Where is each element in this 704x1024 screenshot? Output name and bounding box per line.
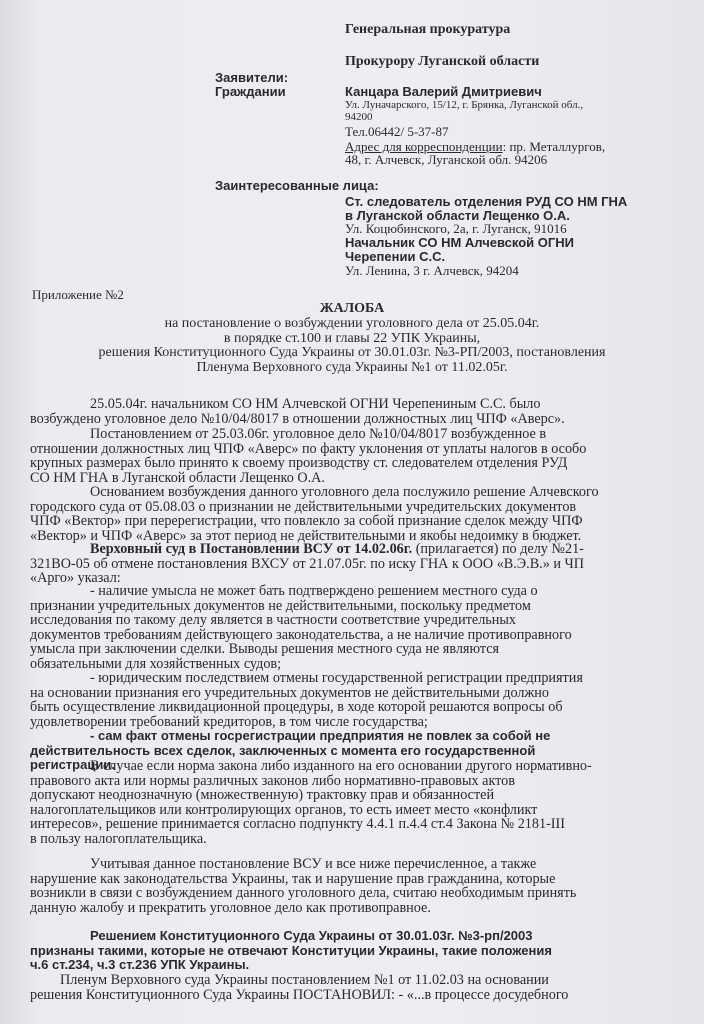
- attachment-label: Приложение №2: [32, 287, 124, 302]
- paragraph-8-line: В случае если норма закона либо изданного на его основании другого нормативно-: [90, 758, 592, 774]
- interested-1-address: Ул. Коцюбинского, 2а, г. Луганск, 91016: [345, 221, 567, 236]
- paragraph-7-line: действительность всех сделок, заключенных с момента его государственной: [30, 742, 536, 758]
- paragraph-2-line: крупных размерах было принято к своему производству ст. следователем отделения РУД: [30, 455, 568, 472]
- paragraph-11: [30, 973, 676, 1002]
- paragraph-1-line: 25.05.04г. начальником СО НМ Алчевской ОГНИ Черепениным С.С. было: [90, 396, 541, 412]
- paragraph-10: [30, 929, 676, 973]
- interested-2-address: Ул. Ленина, 3 г. Алчевск, 94204: [345, 263, 519, 278]
- paragraph-4-line: «Арго» указал:: [30, 570, 121, 587]
- paragraph-3-line: городского суда от 05.08.03 о признании не действительными учредительских документов: [30, 498, 577, 515]
- paragraph-4-line: 321ВО-05 об отмене постановления ВХСУ от 21.07.05г. по иску ГНА к ООО «В.Э.В.» и ЧП: [30, 555, 584, 572]
- paragraph-3-line: ЧПФ «Вектор» при перерегистрации, что повлекло за собой признание сделок между ЧПФ: [30, 513, 583, 530]
- paragraph-8-line: интересов», решение принимается согласно подпункту 4.4.1 п.4.4 ст.4 Закона № 2181-III: [30, 816, 565, 833]
- paragraph-1-line: возбуждено уголовное дело №10/04/8017 в отношении должностных лиц ЧПФ «Аверс».: [30, 410, 565, 427]
- paragraph-2-line: отношении должностных лиц ЧПФ «Аверс» по факту уклонения от уплаты налогов в особо: [30, 440, 587, 457]
- paragraph-5-line: признании учредительных документов не действительными, поскольку предметом: [30, 597, 531, 614]
- complaint-subtitle-2: в порядке ст.100 и главы 22 УПК Украины,: [223, 330, 481, 346]
- complaint-heading: ЖАЛОБА: [319, 301, 385, 316]
- paragraph-5-line: - наличие умысла не может бать подтверждено решением местного суда о: [90, 583, 538, 599]
- paragraph-6-line: на основании признания его учредительных документов не действительными должно: [30, 684, 549, 701]
- supreme-court-reference: Верховный суд в Постановлении ВСУ от 14.02.06г.: [90, 541, 413, 557]
- interested-2-name: Черепении С.С.: [345, 249, 446, 264]
- paragraph-9-line: нарушение как законодательства Украины, так и нарушение прав гражданина, которые: [30, 870, 556, 887]
- correspondence-address: : пр. Металлургов,: [502, 139, 606, 154]
- paragraph-6-line: - юридическим последствием отмены государственной регистрации предприятия: [90, 670, 583, 686]
- paragraph-8-line: налогоплательщиков или контролирующих органов, то есть имеет место «конфликт: [30, 801, 538, 818]
- complaint-subtitle-3: решения Конституционного Суда Украины от 30.01.03г. №3-РП/2003, постановления: [98, 345, 606, 360]
- paragraph-4: [30, 542, 676, 586]
- paragraph-10-line: Решением Конституционного Суда Украины от 30.01.03г. №3-рп/2003: [90, 928, 533, 943]
- paragraph-3: [30, 485, 676, 543]
- paragraph-10-line: ч.6 ст.234, ч.3 ст.236 УПК Украины.: [30, 957, 250, 973]
- paragraph-8-line: допускают неоднозначную (множественную) трактовку прав и обязанностей: [30, 787, 495, 804]
- applicant-name: Канцара Валерий Дмитриевич: [345, 84, 542, 99]
- applicant-address: Ул. Луначарского, 15/12, г. Брянка, Луганской обл.,: [345, 99, 584, 111]
- paragraph-2: [30, 427, 676, 485]
- interested-2-title: Начальник СО НМ Алчевской ОГНИ: [345, 235, 574, 250]
- paragraph-3-line: Основанием возбуждения данного уголовного дела послужило решение Алчевского: [90, 484, 599, 500]
- paragraph-5-line: умысла при заключении сделки. Выводы решения местного суда не являются: [30, 641, 500, 658]
- paragraph-2-line: СО НМ ГНА в Луганской области Лещенко О.А.: [30, 469, 325, 486]
- paragraph-4-first-line: [30, 542, 676, 557]
- applicant-address-zip: 94200: [345, 111, 373, 123]
- paragraph-8: [30, 759, 676, 847]
- paragraph-8-line: правового акта или нормы различных законов либо нормативно-правовых актов: [30, 772, 515, 789]
- header-org: Генеральная прокуратура: [345, 22, 511, 37]
- paragraph-3-line: «Вектор» и ЧПФ «Аверс» за этот период не действительными и якобы недоимку в бюджет.: [30, 527, 582, 544]
- paragraph-7-line: регистрации.: [30, 757, 115, 773]
- paragraph-4-rest: (прилагается) по делу №21-: [412, 541, 584, 557]
- paragraph-9-line: данную жалобу и прекратить уголовное дело как противоправное.: [30, 899, 431, 916]
- paragraph-5-line: обязательными для хозяйственных судов;: [30, 655, 282, 672]
- applicant-correspondence-2: 48, г. Алчевск, Луганской обл. 94206: [345, 152, 548, 167]
- interested-1-name: в Луганской области Лещенко О.А.: [345, 208, 570, 223]
- paragraph-7-line: - сам факт отмены госрегистрации предприятия не повлек за собой не: [90, 728, 551, 743]
- paragraph-2-line: Постановлением от 25.03.06г. уголовное дело №10/04/8017 возбужденное в: [90, 426, 547, 442]
- applicants-label: Заявители:: [215, 70, 289, 85]
- applicants-label-2: Граждании: [215, 84, 286, 99]
- paragraph-9-line: возникли в связи с возбуждением данного уголовного дела, считаю необходимым принять: [30, 885, 577, 902]
- complaint-subtitle-1: на постановление о возбуждении уголовного дела от 25.05.04г.: [164, 316, 540, 331]
- paragraph-5-line: исследования по такому делу является в частности соответствие учредительных: [30, 612, 516, 629]
- paragraph-1: [30, 397, 676, 426]
- interested-label: Заинтересованные лица:: [215, 178, 379, 193]
- paragraph-9-line: Учитывая данное постановление ВСУ и все ниже перечисленное, а также: [90, 856, 537, 872]
- header-recipient: Прокурору Луганской области: [345, 54, 540, 69]
- paragraph-11-line: Пленум Верховного суда Украины постановлением №1 от 11.02.03 на основании: [60, 972, 549, 988]
- paragraph-8-line: в пользу налогоплательщика.: [30, 830, 207, 847]
- applicant-phone: Тел.06442/ 5-37-87: [345, 124, 449, 139]
- complaint-subtitle-4: Пленума Верховного суда Украины №1 от 11.02.05г.: [196, 359, 508, 375]
- paragraph-10-line: признаны такими, которые не отвечают Конституции Украины, такие положения: [30, 942, 552, 958]
- paragraph-5: [30, 584, 676, 672]
- paragraph-6-line: удовлетворении требований кредиторов, в том числе государства;: [30, 713, 428, 730]
- complaint-title-block: [0, 301, 704, 375]
- interested-1-title: Ст. следователь отделения РУД СО НМ ГНА: [345, 194, 628, 209]
- paragraph-6: [30, 671, 676, 729]
- paragraph-9: [30, 857, 676, 915]
- correspondence-label: Адрес для корреспонденции: [345, 139, 503, 154]
- paragraph-5-line: документов требованиям действующего законодательства, а не наличие противоправного: [30, 626, 572, 643]
- paragraph-11-line: решения Конституционного Суда Украины ПОСТАНОВИЛ: - «...в процессе досудебного: [30, 986, 569, 1003]
- paragraph-6-line: быть осуществление ликвидационной процедуры, в ходе которой решаются вопросы об: [30, 699, 563, 716]
